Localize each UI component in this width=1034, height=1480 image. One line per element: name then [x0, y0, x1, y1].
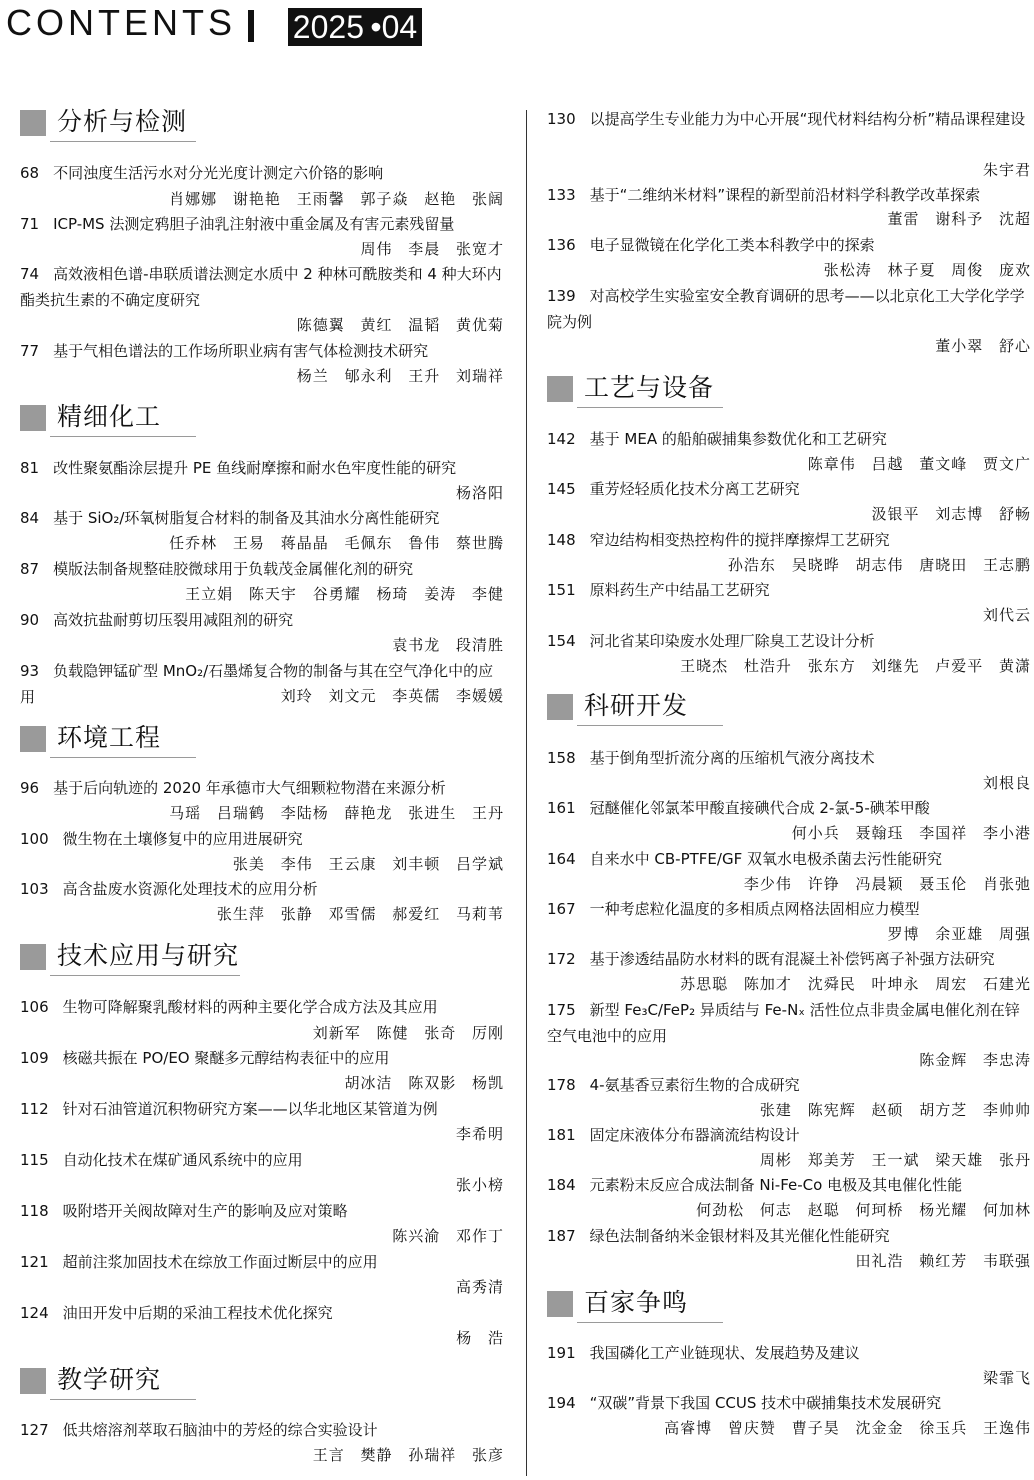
page-number: 115 [20, 1151, 49, 1169]
article-title-text: 一种考虑粒化温度的多相质点网格法固相应力模型 [589, 900, 920, 918]
section-underline [577, 407, 723, 408]
article-authors: 刘新军 陈健 张奇 厉刚 [312, 1024, 504, 1042]
article-title-text: 超前注浆加固技术在综放工作面过断层中的应用 [62, 1253, 378, 1271]
article-authors: 胡冰洁 陈双影 杨凯 [344, 1074, 504, 1092]
article-title[interactable] [547, 283, 1031, 335]
article-authors: 汲银平 刘志博 舒畅 [871, 505, 1031, 523]
article-title-text: 绿色法制备纳米金银材料及其光催化性能研究 [589, 1227, 890, 1245]
section-title: 教学研究 [57, 1365, 162, 1394]
article-authors: 王晓杰 杜浩升 张东方 刘继先 卢爱平 黄潇 [680, 657, 1031, 675]
section-title: 工艺与设备 [584, 373, 715, 402]
page-number: 81 [20, 459, 40, 477]
article-title[interactable] [20, 1198, 504, 1224]
article-authors: 周彬 郑美芳 王一斌 梁天雄 张丹 [759, 1151, 1031, 1169]
page-header [0, 0, 1034, 60]
article-authors: 陈兴渝 邓作丁 [392, 1227, 504, 1245]
article-title[interactable] [20, 775, 504, 801]
article-title[interactable] [20, 826, 504, 852]
article-title-text: 基于倒角型折流分离的压缩机气液分离技术 [589, 749, 875, 767]
article-authors: 李少伟 许铮 冯晨颖 聂玉伦 肖张弛 [743, 875, 1031, 893]
article-title-text: 生物可降解聚乳酸材料的两种主要化学合成方法及其应用 [62, 998, 438, 1016]
section-title: 技术应用与研究 [57, 941, 240, 970]
article-authors: 刘玲 刘文元 李英儒 李媛媛 [280, 687, 504, 705]
article-title-text: 模版法制备规整硅胶微球用于负载茂金属催化剂的研究 [53, 560, 414, 578]
page-number: 145 [547, 480, 576, 498]
article-authors: 陈德翼 黄红 温韬 黄优菊 [296, 316, 504, 334]
page-number: 100 [20, 830, 49, 848]
section-header [20, 722, 504, 762]
section-header [20, 106, 504, 146]
page-number: 175 [547, 1001, 576, 1019]
article-authors: 袁书龙 段清胜 [392, 636, 504, 654]
page-number: 106 [20, 998, 49, 1016]
article-title-text: 电子显微镜在化学化工类本科教学中的探索 [589, 236, 875, 254]
page-number: 151 [547, 581, 576, 599]
article-authors: 田礼浩 赖红芳 韦联强 [855, 1252, 1031, 1270]
article-title[interactable] [547, 1390, 1031, 1416]
article-title[interactable] [20, 1249, 504, 1275]
article-title[interactable] [20, 505, 504, 531]
article-title[interactable] [20, 211, 504, 237]
article-title-text: “双碳”背景下我国 CCUS 技术中碳捕集技术发展研究 [589, 1394, 942, 1412]
page-number: 109 [20, 1049, 49, 1067]
page-number: 133 [547, 186, 576, 204]
page-number: 90 [20, 611, 40, 629]
section-title: 精细化工 [57, 402, 162, 431]
page-number: 74 [20, 265, 40, 283]
article-title[interactable] [547, 106, 1031, 132]
article-authors: 王立娟 陈天宇 谷勇耀 杨琦 姜涛 李健 [185, 585, 504, 603]
article-title-text: 窄边结构相变热控构件的搅拌摩擦焊工艺研究 [589, 531, 890, 549]
section-marker-icon [20, 1368, 46, 1394]
article-authors: 高秀清 [455, 1278, 504, 1296]
article-authors: 马瑶 吕瑞鹤 李陆杨 薛艳龙 张进生 王丹 [169, 804, 504, 822]
article-title-text: 改性聚氨酯涂层提升 PE 鱼线耐摩擦和耐水色牢度性能的研究 [53, 459, 457, 477]
article-authors: 肖娜娜 谢艳艳 王雨馨 郭子焱 赵艳 张阔 [169, 190, 504, 208]
article-title-text: 4-氨基香豆素衍生物的合成研究 [589, 1076, 800, 1094]
page-number: 139 [547, 287, 576, 305]
article-title[interactable] [20, 876, 504, 902]
article-title-text: 负载隐钾锰矿型 MnO₂/石墨烯复合物的制备与其在空气净化中的应用 [20, 662, 494, 706]
section-header [20, 1364, 504, 1404]
section-marker-icon [547, 376, 573, 402]
article-title[interactable] [547, 232, 1031, 258]
article-authors: 张小榜 [455, 1176, 504, 1194]
page-number: 96 [20, 779, 40, 797]
page-number: 87 [20, 560, 40, 578]
section-marker-icon [20, 405, 46, 431]
section-header [547, 1287, 1031, 1327]
section-underline [50, 757, 196, 758]
article-title[interactable] [547, 476, 1031, 502]
article-title[interactable] [547, 182, 1031, 208]
page-number: 71 [20, 215, 40, 233]
article-title[interactable] [20, 994, 504, 1020]
article-title-text: 核磁共振在 PO/EO 聚醚多元醇结构表征中的应用 [62, 1049, 390, 1067]
article-authors: 苏思聪 陈加才 沈舜民 叶坤永 周宏 石建光 [680, 975, 1031, 993]
page-number: 103 [20, 880, 49, 898]
article-title-text: 高效液相色谱-串联质谱法测定水质中 2 种林可酰胺类和 4 种大环内酯类抗生素的不确定度研究 [20, 265, 502, 309]
page-number: 112 [20, 1100, 49, 1118]
article-title-text: 基于 SiO₂/环氧树脂复合材料的制备及其油水分离性能研究 [53, 509, 440, 527]
page-number: 154 [547, 632, 576, 650]
page-number: 142 [547, 430, 576, 448]
article-authors: 梁霏飞 [982, 1369, 1031, 1387]
section-header [20, 401, 504, 441]
article-title-text: 河北省某印染废水处理厂除臭工艺设计分析 [589, 632, 875, 650]
article-title-text: 基于“二维纳米材料”课程的新型前沿材料学科教学改革探索 [589, 186, 981, 204]
page-number: 164 [547, 850, 576, 868]
article-title[interactable] [547, 1172, 1031, 1198]
article-authors: 周伟 李晨 张宽才 [360, 240, 504, 258]
article-title[interactable] [547, 577, 1031, 603]
article-authors: 何小兵 聂翰珏 李国祥 李小港 [791, 824, 1031, 842]
article-title[interactable] [547, 846, 1031, 872]
article-authors: 杨 浩 [456, 1329, 504, 1347]
article-authors: 王言 樊静 孙瑞祥 张彦 [312, 1446, 504, 1464]
article-authors: 李希明 [455, 1125, 504, 1143]
page-number: 93 [20, 662, 40, 680]
article-title-text: 吸附塔开关阀故障对生产的影响及应对策略 [62, 1202, 348, 1220]
section-header [547, 690, 1031, 730]
page-number: 161 [547, 799, 576, 817]
article-authors: 陈金辉 李忠涛 [919, 1051, 1031, 1069]
section-marker-icon [547, 1291, 573, 1317]
article-authors: 张美 李伟 王云康 刘丰顿 吕学斌 [232, 855, 504, 873]
section-title: 分析与检测 [57, 107, 188, 136]
page-number: 184 [547, 1176, 576, 1194]
page-number: 181 [547, 1126, 576, 1144]
section-title: 科研开发 [584, 691, 689, 720]
article-authors: 刘根良 [982, 774, 1031, 792]
article-authors: 何劲松 何志 赵聪 何珂桥 杨光耀 何加林 [696, 1201, 1031, 1219]
article-title[interactable] [20, 261, 504, 313]
article-title-text: 元素粉末反应合成法制备 Ni-Fe-Co 电极及其电催化性能 [589, 1176, 963, 1194]
article-title[interactable] [20, 338, 504, 364]
article-title-text: 自动化技术在煤矿通风系统中的应用 [62, 1151, 303, 1169]
article-title-text: 低共熔溶剂萃取石脑油中的芳烃的综合实验设计 [62, 1421, 378, 1439]
page-number: 130 [547, 110, 576, 128]
article-title[interactable] [20, 607, 504, 633]
article-authors: 任乔林 王易 蒋晶晶 毛佩东 鲁伟 蔡世腾 [169, 534, 504, 552]
section-underline [577, 725, 723, 726]
article-title[interactable] [20, 556, 504, 582]
page-number: 187 [547, 1227, 576, 1245]
section-underline [50, 436, 196, 437]
article-title-text: 新型 Fe₃C/FeP₂ 异质结与 Fe-Nₓ 活性位点非贵金属电催化剂在锌空气电池中的应用 [547, 1001, 1020, 1045]
article-authors: 杨洛阳 [455, 484, 504, 502]
page-number: 136 [547, 236, 576, 254]
article-title[interactable] [20, 1147, 504, 1173]
article-title-text: 固定床液体分布器滴流结构设计 [589, 1126, 800, 1144]
page-number: 167 [547, 900, 576, 918]
article-title-text: 冠醚催化邻氯苯甲酸直接碘代合成 2-氯-5-碘苯甲酸 [589, 799, 930, 817]
article-authors: 朱宇君 [982, 161, 1031, 179]
article-title-text: 原料药生产中结晶工艺研究 [589, 581, 770, 599]
header-separator [248, 10, 254, 42]
article-authors: 孙浩东 吴晓晔 胡志伟 唐晓田 王志鹏 [727, 556, 1031, 574]
section-marker-icon [20, 944, 46, 970]
contents-title: CONTENTS [6, 2, 236, 43]
article-title-text: 基于渗透结晶防水材料的既有混凝土补偿钙离子补强方法研究 [589, 950, 995, 968]
article-title[interactable] [547, 426, 1031, 452]
article-title[interactable] [547, 1122, 1031, 1148]
article-title[interactable] [547, 997, 1031, 1049]
article-title[interactable] [547, 1072, 1031, 1098]
article-authors: 杨兰 郇永利 王升 刘瑞祥 [296, 367, 504, 385]
page-number: 191 [547, 1344, 576, 1362]
column-divider [526, 110, 527, 1476]
article-title-text: 基于 MEA 的船舶碳捕集参数优化和工艺研究 [589, 430, 887, 448]
article-authors: 张生萍 张静 邓雪儒 郝爱红 马莉苇 [216, 905, 504, 923]
article-title-text: 重芳烃轻质化技术分离工艺研究 [589, 480, 800, 498]
article-title[interactable] [20, 1417, 504, 1443]
article-title-text: 不同浊度生活污水对分光光度计测定六价铬的影响 [53, 164, 384, 182]
article-title[interactable] [20, 1045, 504, 1071]
article-title[interactable] [547, 745, 1031, 771]
section-underline [577, 1322, 723, 1323]
page-number: 172 [547, 950, 576, 968]
article-authors: 张松涛 林子夏 周俊 庞欢 [823, 261, 1031, 279]
section-underline [50, 141, 196, 142]
section-marker-icon [20, 726, 46, 752]
page-number: 148 [547, 531, 576, 549]
article-authors: 高睿博 曾庆赞 曹子昊 沈金金 徐玉兵 王逸伟 [664, 1419, 1031, 1437]
article-authors: 陈章伟 吕越 董文峰 贾文广 [807, 455, 1031, 473]
article-title[interactable] [547, 1223, 1031, 1249]
article-title-text: 高含盐废水资源化处理技术的应用分析 [62, 880, 318, 898]
issue-number: 2025 •04 [288, 8, 422, 46]
section-marker-icon [20, 110, 46, 136]
article-title[interactable] [547, 946, 1031, 972]
article-title[interactable] [547, 527, 1031, 553]
article-title-text: 基于后向轨迹的 2020 年承德市大气细颗粒物潜在来源分析 [53, 779, 446, 797]
page-number: 127 [20, 1421, 49, 1439]
section-header [20, 940, 504, 980]
article-title-text: 高效抗盐耐剪切压裂用减阻剂的研究 [53, 611, 294, 629]
page-number: 84 [20, 509, 40, 527]
page-number: 178 [547, 1076, 576, 1094]
article-title[interactable] [547, 628, 1031, 654]
page-number: 158 [547, 749, 576, 767]
article-authors: 董雷 谢科予 沈超 [887, 210, 1031, 228]
article-authors: 罗博 余亚雄 周强 [887, 925, 1031, 943]
page-number: 77 [20, 342, 40, 360]
article-title[interactable] [547, 795, 1031, 821]
article-title-text: 油田开发中后期的采油工程技术优化探究 [62, 1304, 333, 1322]
article-authors: 刘代云 [982, 606, 1031, 624]
article-title[interactable] [547, 1340, 1031, 1366]
page-number: 118 [20, 1202, 49, 1220]
section-underline [50, 1399, 196, 1400]
article-authors: 董小翠 舒心 [935, 337, 1031, 355]
article-title[interactable] [20, 455, 504, 481]
article-title[interactable] [20, 1096, 504, 1122]
article-title-text: 我国磷化工产业链现状、发展趋势及建议 [589, 1344, 860, 1362]
page-number: 124 [20, 1304, 49, 1322]
article-title[interactable] [547, 896, 1031, 922]
article-title[interactable] [20, 1300, 504, 1326]
article-title-text: 以提高学生专业能力为中心开展“现代材料结构分析”精品课程建设 [589, 110, 1026, 128]
section-underline [50, 975, 240, 976]
article-title-text: 针对石油管道沉积物研究方案——以华北地区某管道为例 [62, 1100, 438, 1118]
section-title: 环境工程 [57, 723, 162, 752]
page-number: 68 [20, 164, 40, 182]
page-number: 121 [20, 1253, 49, 1271]
article-title-text: 自来水中 CB-PTFE/GF 双氧水电极杀菌去污性能研究 [589, 850, 942, 868]
article-title-text: 基于气相色谱法的工作场所职业病有害气体检测技术研究 [53, 342, 429, 360]
section-header [547, 372, 1031, 412]
page-number: 194 [547, 1394, 576, 1412]
article-title-text: ICP-MS 法测定鸦胆子油乳注射液中重金属及有害元素残留量 [53, 215, 455, 233]
article-authors: 张建 陈宪辉 赵硕 胡方芝 李帅帅 [759, 1101, 1031, 1119]
article-title-text: 对高校学生实验室安全教育调研的思考——以北京化工大学化学学院为例 [547, 287, 1025, 331]
section-marker-icon [547, 694, 573, 720]
article-title-text: 微生物在土壤修复中的应用进展研究 [62, 830, 303, 848]
article-title[interactable] [20, 160, 504, 186]
section-title: 百家争鸣 [584, 1288, 689, 1317]
